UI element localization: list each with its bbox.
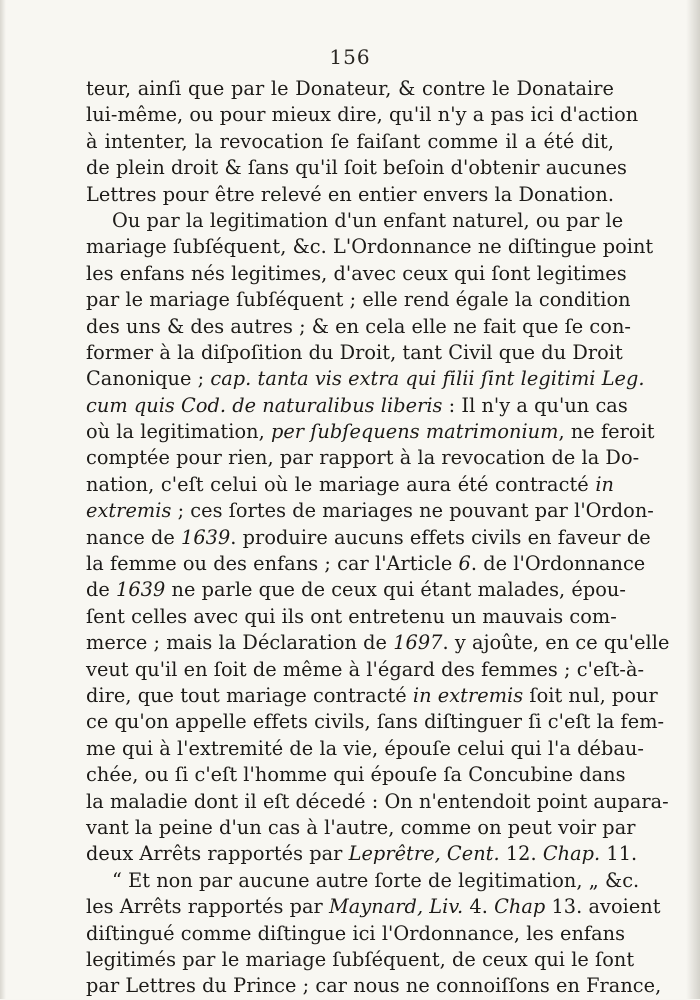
text-run: par le mariage ſubſéquent ; elle rend égale la condition [86,288,631,312]
text-run: mariage ſubſéquent, &c. L'Ordonnance ne diſtingue point [86,235,654,259]
italic-text-run: Chap [494,895,546,919]
italic-text-run: in extremis [412,683,524,707]
text-line [86,604,617,630]
text-run: ſoit nul, pour [523,683,658,707]
text-run: chée, ou ſi c'eſt l'homme qui épouſe ſa Concubine dans [86,763,626,787]
text-line [86,261,627,287]
text-line [86,498,654,524]
text-run: de plein droit & ſans qu'il ſoit beſoin d'obtenir aucunes [86,156,628,180]
text-run: me qui à l'extremité de la vie, épouſe celui qui l'a débau- [86,736,644,760]
text-line [86,419,655,445]
text-run: comptée pour rien, par rapport à la revocation de la Do- [86,446,640,470]
text-line [86,973,662,999]
text-run: “ Et non par aucune autre ſorte de legitimation, „ &c. [112,868,640,892]
text-line [86,947,635,973]
text-line [86,472,614,498]
page-edge-shadow-left [0,0,6,999]
text-run: diſtingué comme diſtingue ici l'Ordonnance, les enfans [86,921,626,945]
text-run: . produire aucuns effets civils en faveur de [230,525,651,549]
text-run: deux Arrêts rapportés par [86,842,349,866]
text-line [86,102,639,128]
text-line [86,841,638,867]
italic-text-run: Maynard, Liv. [328,895,464,919]
text-line [86,894,661,920]
text-line [86,393,628,419]
text-line [86,129,614,155]
text-run: la femme ou des enfans ; car l'Article [86,552,459,576]
text-run: ne parle que de ceux qui étant malades, épou- [165,578,626,602]
text-run: nation, c'eſt celui où le mariage aura été contracté [86,472,596,496]
text-line [86,683,658,709]
text-run: les Arrêts rapportés par [86,895,329,919]
italic-text-run: extremis [86,499,172,523]
text-run: à intenter, la revocation ſe faiſant comme il a été dit, [86,129,614,153]
text-run: legitimés par le mariage ſubſéquent, de ceux qui le ſont [86,947,635,971]
text-line [86,709,665,735]
text-line [86,155,628,181]
text-run: ſent celles avec qui ils ont entretenu un mauvais com- [86,604,617,628]
text-run: vant la peine d'un cas à l'autre, comme on peut voir par [86,815,636,839]
text-run: la maladie dont il eſt décedé : On n'entendoit point aupara- [86,789,669,813]
italic-text-run: in [595,472,614,496]
italic-text-run: Chap. [542,842,601,866]
text-run: . y ajoûte, en ce qu'elle [442,631,670,655]
text-run: lui-même, ou pour mieux dire, qu'il n'y a pas ici d'action [86,103,639,127]
text-run: ce qu'on appelle effets civils, ſans diſtinguer ſi c'eſt la fem- [86,710,665,734]
text-line [86,525,651,551]
page-number: 156 [329,45,371,69]
text-line [86,445,640,471]
text-line [86,314,631,340]
text-line [86,340,623,366]
text-line [86,76,614,102]
page-edge-shadow-right [686,0,700,999]
text-line [86,762,626,788]
text-run: dire, que tout mariage contracté [86,683,413,707]
text-run: de [86,578,117,602]
text-line [86,366,645,392]
italic-text-run: Leprêtre, Cent. [348,842,500,866]
body-text [86,76,670,1000]
text-run: les enfans nés legitimes, d'avec ceux qui ſont legitimes [86,261,627,285]
italic-text-run: 1639 [116,578,166,602]
text-run: former à la diſpoſition du Droit, tant Civil que du Droit [86,340,623,364]
italic-text-run: 1639 [181,525,231,549]
text-run: veut qu'il en ſoit de même à l'égard des femmes ; c'eſt-à- [86,657,645,681]
text-run: par Lettres du Prince ; car nous ne connoiſſons en France, [86,974,662,998]
italic-text-run: 6 [458,552,471,576]
text-line [86,815,636,841]
text-run: Ou par la legitimation d'un enfant naturel, ou par le [112,208,624,232]
italic-text-run: per ſubſequens matrimonium [270,420,559,444]
text-run: merce ; mais la Déclaration de [86,631,394,655]
text-line [86,921,626,947]
text-run: Canonique ; [86,367,211,391]
text-run: des uns & des autres ; & en cela elle ne fait que ſe con- [86,314,631,338]
text-run: teur, ainſi que par le Donateur, & contre le Donataire [86,77,614,100]
text-line [86,736,644,762]
text-line [86,868,640,894]
italic-text-run: 1697 [393,631,443,655]
text-line [86,657,645,683]
text-run: : Il n'y a qu'un cas [442,393,628,417]
text-line [86,182,614,208]
text-run: 12. [499,842,543,866]
text-run: Lettres pour être relevé en entier envers la Donation. [86,182,615,206]
text-line [86,234,654,260]
text-run: . de l'Ordonnance [470,552,646,576]
text-run: , ne feroit [558,420,655,444]
text-line [86,287,631,313]
text-run: 4. [463,895,495,919]
text-run: ; ces ſortes de mariages ne pouvant par l'Ordon- [171,499,654,523]
italic-text-run: cum quis Cod. de naturalibus liberis [86,393,443,417]
text-run: 11. [600,842,638,866]
text-run: où la legitimation, [86,420,271,444]
text-line [86,630,670,656]
text-line [86,789,669,815]
text-run: nance de [86,525,182,549]
text-line [86,577,626,603]
text-run: 13. avoient [545,895,661,919]
text-line [86,551,646,577]
text-line [86,208,624,234]
italic-text-run: cap. tanta vis extra qui filii ſint legitimi Leg. [210,367,645,391]
